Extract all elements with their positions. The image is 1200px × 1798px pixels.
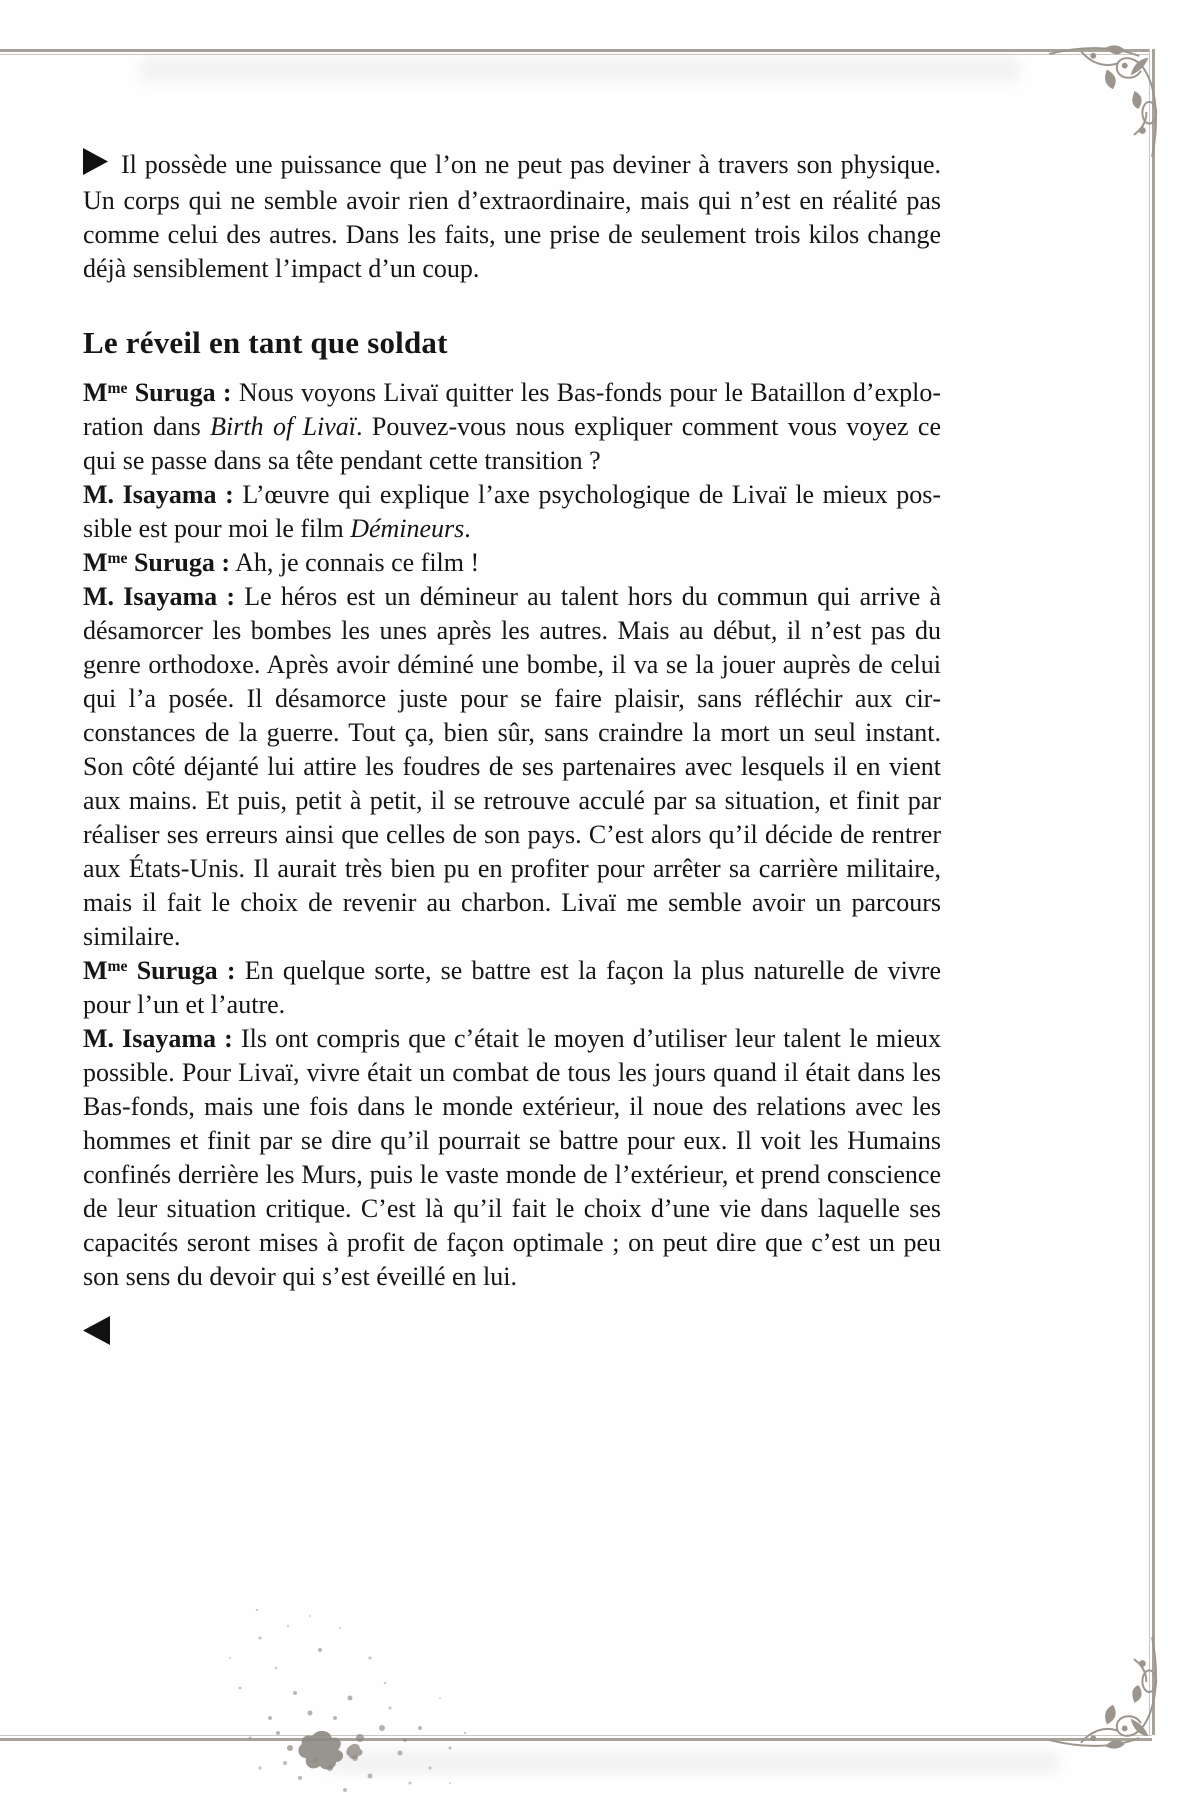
intro-paragraph [83, 148, 941, 286]
triangle-right-icon [83, 148, 108, 184]
frame-rule-right [1149, 49, 1155, 1735]
dialogue-turn: M. Isayama : Le héros est un démineur au talent hors du commun qui arrive à désamorcer les bombes les unes après les autres. Mais au début, il n’est pas du genre orthodoxe. Après avoir déminé une bombe, il va se la jouer auprès de celui qui l’a posée. Il désamorce juste pour se faire plaisir, sans réfléchir aux circonstances de la guerre. Tout ça, bien sûr, sans craindre la mort un seul instant. Son côté déjanté lui attire les foudres de ses partenaires avec lesquels il en vient aux mains. Et puis, petit à petit, il se retrouve acculé par sa situation, et finit par réaliser ses erreurs ainsi que celles de son pays. C’est alors qu’il décide de rentrer aux États-Unis. Il aurait très bien pu en profiter pour arrêter sa carrière militaire, mais il fait le choix de revenir au charbon. Livaï me semble avoir un parcours similaire. [83, 582, 942, 951]
speaker-label: M. Isayama : [83, 582, 236, 611]
speaker-label: $M^{me}$ Suruga : [83, 956, 236, 985]
corner-flourish-icon [1048, 40, 1166, 158]
page-content [83, 148, 941, 1350]
dialogue-turn: $M^{me}$ Suruga : En quelque sorte, se battre est la façon la plus naturelle de vivre pour l’un et l’autre. [83, 956, 941, 1019]
dialogue-turn: M. Isayama : L’œuvre qui explique l’axe psychologique de Livaï le mieux possible est pour moi le film Démineurs. [83, 480, 942, 543]
frame-rule-bottom [0, 1735, 1152, 1741]
speaker-label: $M^{me}$ Suruga : [83, 378, 232, 407]
speaker-label: M. Isayama : [83, 480, 234, 509]
triangle-left-icon [83, 1316, 941, 1350]
dialogue-turn: $M^{me}$ Suruga : Nous voyons Livaï quitter les Bas-fonds pour le Bataillon d’exploration dans Birth of Livaï. Pouvez-vous nous expliquer comment vous voyez ce qui se passe dans sa tête pendant cette transition ? [83, 378, 942, 475]
speaker-label: $M^{me}$ Suruga : [83, 548, 231, 577]
intro-text: Il possède une puissance que l’on ne peut pas deviner à travers son physique. Un corps qui ne semble avoir rien d’extraordinaire, mais qui n’est en réalité pas comme celui des autres. Dans les faits, une prise de seulement trois kilos change déjà sensiblement l’impact d’un coup. [83, 150, 941, 283]
scan-smudge [140, 57, 1020, 83]
corner-flourish-icon [1048, 1636, 1166, 1754]
speaker-label: M. Isayama : [83, 1024, 233, 1053]
frame-rule-top [0, 49, 1152, 55]
dialogue-turn: $M^{me}$ Suruga : Ah, je connais ce film ! [83, 548, 480, 577]
dialogue-turn: M. Isayama : Ils ont compris que c’était le moyen d’utiliser leur talent le mieux possible. Pour Livaï, vivre était un combat de tous les jours quand il était dans les Bas-fonds, mais une fois dans le monde extérieur, il noue des relations avec les hommes et finit par se dire qu’il pourrait se battre pour eux. Il voit les Humains confinés derrière les Murs, puis le vaste monde de l’extérieur, et prend conscience de leur situation critique. C’est là qu’il fait le choix d’une vie dans laquelle ses capacités seront mises à profit de façon optimale ; on peut dire que c’est un peu son sens du devoir qui s’est éveillé en lui. [83, 1024, 942, 1291]
interview-dialogue [83, 376, 941, 1294]
section-heading: Le réveil en tant que soldat [83, 325, 448, 360]
ink-splatter [200, 1598, 500, 1798]
